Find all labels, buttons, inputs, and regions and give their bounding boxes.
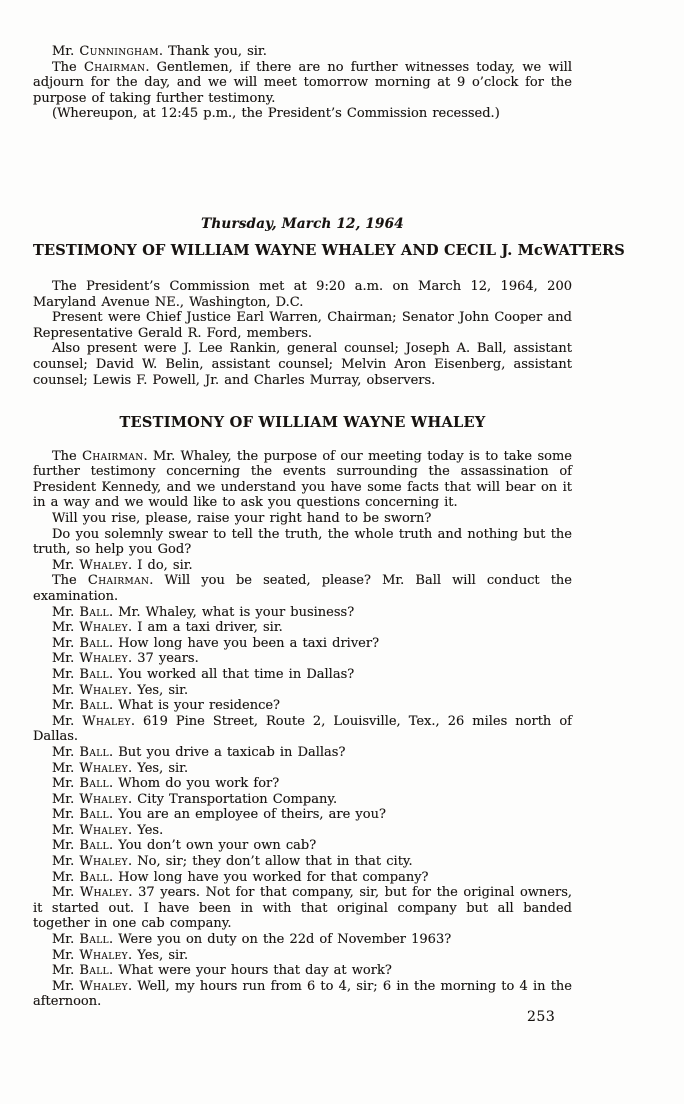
dialogue-paragraph: Mr. Ball. Mr. Whaley, what is your business? — [52, 604, 355, 620]
text-paragraph: Present were Chief Justice Earl Warren, Chairman; Senator John Cooper and Representative Gerald R. Ford, members. — [33, 310, 572, 341]
speaker-name: Whaley — [79, 822, 128, 838]
page-number: 253 — [527, 1009, 556, 1025]
speaker-name: Whaley — [79, 885, 129, 901]
dialogue-paragraph: Mr. Ball. How long have you worked for that company? — [52, 869, 429, 885]
speaker-name: Ball — [79, 604, 109, 620]
dialogue-paragraph: Mr. Whaley. 619 Pine Street, Route 2, Louisville, Tex., 26 miles north of Dallas. — [33, 713, 572, 745]
dialogue-paragraph: Mr. Ball. But you drive a taxicab in Dallas? — [52, 744, 346, 760]
speaker-name: Chairman — [87, 573, 150, 589]
text-paragraph: Do you solemnly swear to tell the truth, the whole truth and nothing but the truth, so help you God? — [33, 526, 572, 558]
speaker-name: Whaley — [79, 791, 128, 807]
text-paragraph: (Whereupon, at 12:45 p.m., the President’s Commission recessed.) — [52, 106, 500, 122]
speaker-name: Whaley — [79, 682, 128, 698]
speaker-name: Whaley — [79, 651, 128, 667]
text-paragraph: The President’s Commission met at 9:20 a.m. on March 12, 1964, 200 Maryland Avenue NE., Washington, D.C. — [33, 278, 572, 310]
dialogue-paragraph: Mr. Whaley. City Transportation Company. — [52, 791, 338, 807]
speaker-name: Ball — [79, 666, 109, 682]
dialogue-paragraph: Mr. Ball. Whom do you work for? — [52, 776, 280, 792]
session-intro-section — [33, 279, 572, 388]
dialogue-paragraph: Mr. Whaley. No, sir; they don’t allow that in that city. — [52, 854, 413, 870]
text-paragraph: Will you rise, please, raise your right hand to be sworn? — [52, 511, 432, 526]
speaker-name: Whaley — [79, 978, 129, 994]
dialogue-paragraph: Mr. Whaley. Yes, sir. — [52, 947, 189, 963]
witness-testimony-heading: TESTIMONY OF WILLIAM WAYNE WHALEY — [119, 414, 486, 432]
dialogue-paragraph: The Chairman. Mr. Whaley, the purpose of our meeting today is to take some further testimony concerning the events surrounding the assassination of President Kennedy, and we understand you have some facts that will bear on it in a way and we would like to ask you questions concerning it. — [33, 448, 572, 511]
dialogue-paragraph: Mr. Whaley. 37 years. — [52, 651, 199, 667]
speaker-name: Ball — [79, 776, 109, 792]
prior-session-section — [33, 44, 572, 122]
speaker-name: Whaley — [79, 947, 128, 963]
speaker-name: Ball — [79, 869, 109, 885]
speaker-name: Ball — [79, 807, 109, 823]
speaker-name: Ball — [79, 838, 109, 854]
session-date-heading: Thursday, March 12, 1964 — [201, 215, 404, 232]
speaker-name: Whaley — [79, 620, 128, 636]
dialogue-paragraph: Mr. Cunningham. Thank you, sir. — [52, 44, 267, 59]
dialogue-paragraph: Mr. Whaley. Yes, sir. — [52, 760, 189, 776]
dialogue-paragraph: Mr. Ball. Were you on duty on the 22d of November 1963? — [52, 932, 452, 948]
dialogue-paragraph: Mr. Whaley. Well, my hours run from 6 to 4, sir; 6 in the morning to 4 in the afternoon. — [33, 978, 572, 1010]
speaker-name: Ball — [79, 963, 109, 979]
dialogue-paragraph: Mr. Ball. How long have you been a taxi driver? — [52, 635, 380, 651]
dialogue-paragraph: Mr. Whaley. 37 years. Not for that company, sir, but for the original owners, it started out. I have been in with that original company but all banded together in one cab company. — [33, 885, 572, 932]
dialogue-paragraph: Mr. Whaley. I am a taxi driver, sir. — [52, 620, 283, 636]
dialogue-paragraph: The Chairman. Will you be seated, please? Mr. Ball will conduct the examination. — [33, 573, 572, 604]
dialogue-paragraph: Mr. Whaley. I do, sir. — [52, 557, 193, 573]
dialogue-paragraph: Mr. Ball. You are an employee of theirs, are you? — [52, 807, 386, 823]
dialogue-paragraph: Mr. Ball. What is your residence? — [52, 698, 281, 714]
speaker-name: Chairman — [83, 59, 146, 75]
dialogue-paragraph: Mr. Ball. You don’t own your own cab? — [52, 838, 317, 854]
main-testimony-heading: TESTIMONY OF WILLIAM WAYNE WHALEY AND CECIL J. McWATTERS — [33, 241, 625, 259]
speaker-name: Ball — [79, 635, 109, 651]
speaker-name: Ball — [79, 744, 109, 760]
testimony-dialogue-section — [33, 449, 572, 1010]
text-paragraph: Also present were J. Lee Rankin, general counsel; Joseph A. Ball, assistant counsel; David W. Belin, assistant counsel; Melvin Aron Eisenberg, assistant counsel; Lewis F. Powell, Jr. and Charles Murray, observers. — [33, 341, 572, 388]
speaker-name: Cunningham — [79, 44, 159, 59]
speaker-name: Ball — [79, 698, 109, 714]
dialogue-paragraph: Mr. Ball. What were your hours that day at work? — [52, 963, 392, 979]
speaker-name: Whaley — [79, 854, 128, 870]
speaker-name: Ball — [79, 932, 109, 948]
speaker-name: Chairman — [82, 448, 144, 464]
text-block — [33, 44, 625, 1010]
dialogue-paragraph: The Chairman. Gentlemen, if there are no further witnesses today, we will adjourn for the day, and we will meet tomorrow morning at 9 o’clock for the purpose of taking further testimony. — [33, 59, 572, 106]
dialogue-paragraph: Mr. Whaley. Yes, sir. — [52, 682, 189, 698]
speaker-name: Whaley — [82, 713, 131, 729]
speaker-name: Whaley — [79, 760, 128, 776]
dialogue-paragraph: Mr. Ball. You worked all that time in Dallas? — [52, 666, 355, 682]
dialogue-paragraph: Mr. Whaley. Yes. — [52, 822, 164, 838]
speaker-name: Whaley — [79, 557, 128, 573]
